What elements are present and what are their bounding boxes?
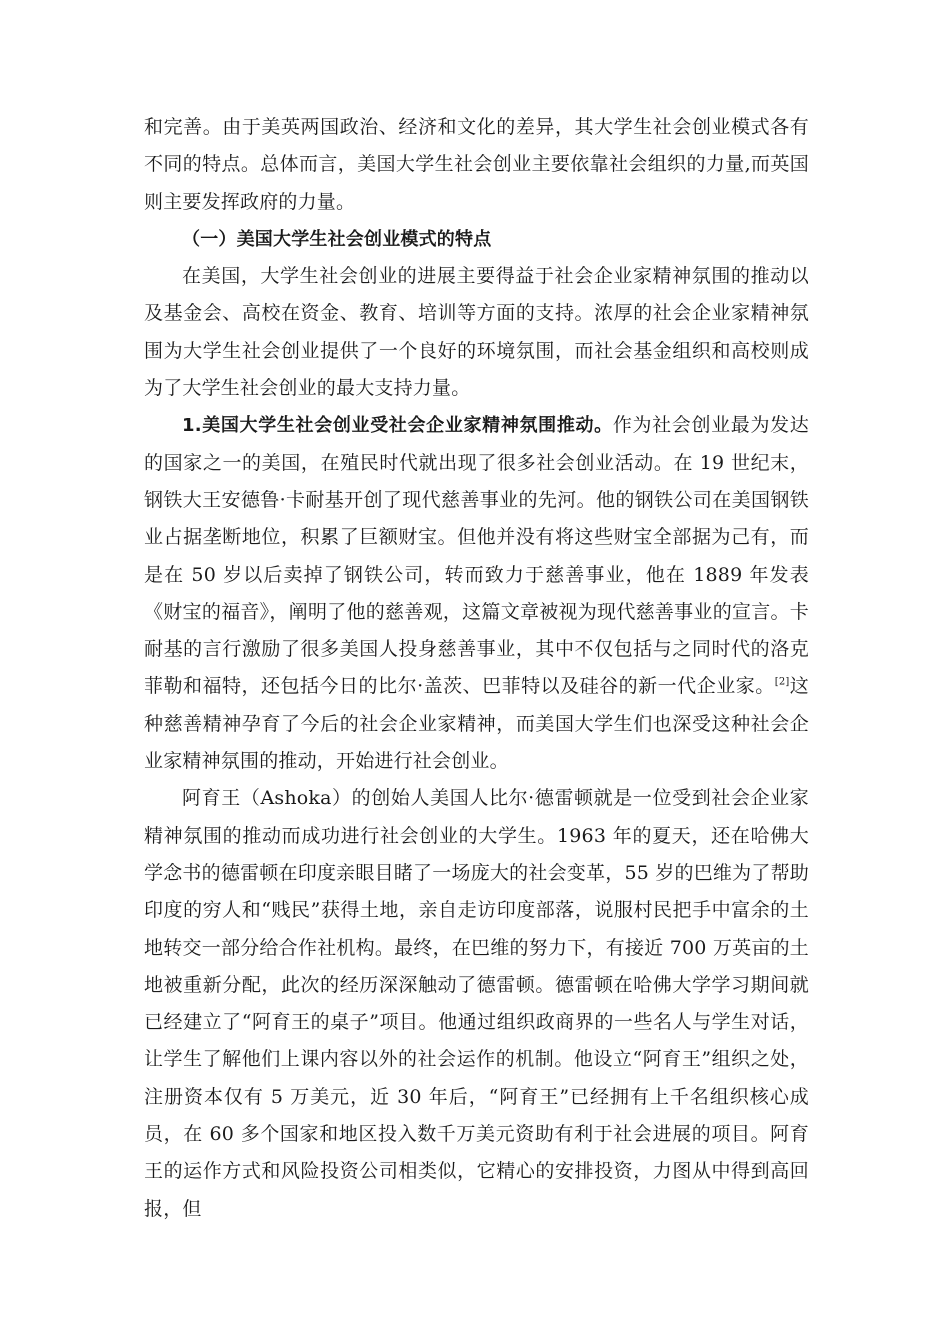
paragraph-1: 和完善。由于美英两国政治、经济和文化的差异，其大学生社会创业模式各有不同的特点。总体而言，美国大学生社会创业主要依靠社会组织的力量,而英国则主要发挥政府的力量。 <box>144 116 809 213</box>
document-body <box>144 109 809 1228</box>
paragraph-4: 阿育王（Ashoka）的创始人美国人比尔·德雷顿就是一位受到社会企业家精神氛围的推动而成功进行社会创业的大学生。1963 年的夏天，还在哈佛大学念书的德雷顿在印度亲眼目睹了一场庞大的社会变革，55 岁的巴维为了帮助印度的穷人和“贱民”获得土地，亲自走访印度部落，说服村民把手中富余的土地转交一部分给合作社机构。最终，在巴维的努力下，有接近 700 万英亩的土地被重新分配，此次的经历深深触动了德雷顿。德雷顿在哈佛大学学习期间就已经建立了“阿育王的桌子”项目。他通过组织政商界的一些名人与学生对话，让学生了解他们上课内容以外的社会运作的机制。他设立“阿育王”组织之处，注册资本仅有 5 万美元，近 30 年后，“阿育王”已经拥有上千名组织核心成员，在 60 多个国家和地区投入数千万美元资助有利于社会进展的项目。阿育王的运作方式和风险投资公司相类似，它精心的安排投资，力图从中得到高回报，但 <box>144 787 809 1220</box>
citation-marker: [2] <box>774 677 790 689</box>
paragraph-3 <box>144 407 809 780</box>
paragraph-3-text-2: 这种慈善精神孕育了今后的社会企业家精神，而美国大学生们也深受这种社会企业家精神氛围的推动，开始进行社会创业。 <box>144 675 809 773</box>
paragraph-3-text: 作为社会创业最为发达的国家之一的美国，在殖民时代就出现了很多社会创业活动。在 19 世纪末，钢铁大王安德鲁·卡耐基开创了现代慈善事业的先河。他的钢铁公司在美国钢铁业占据垄断地位，积累了巨额财宝。但他并没有将这些财宝全部据为己有，而是在 50 岁以后卖掉了钢铁公司，转而致力于慈善事业，他在 1889 年发表《财宝的福音》，阐明了他的慈善观，这篇文章被视为现代慈善事业的宣言。卡耐基的言行激励了很多美国人投身慈善事业，其中不仅包括与之同时代的洛克菲勒和福特，还包括今日的比尔·盖茨、巴菲特以及硅谷的新一代企业家。 <box>144 414 809 698</box>
paragraph-2: 在美国，大学生社会创业的进展主要得益于社会企业家精神氛围的推动以及基金会、高校在资金、教育、培训等方面的支持。浓厚的社会企业家精神氛围为大学生社会创业提供了一个良好的环境氛围，而社会基金组织和高校则成为了大学生社会创业的最大支持力量。 <box>144 265 809 400</box>
section-heading: （一）美国大学生社会创业模式的特点 <box>182 228 492 250</box>
paragraph-3-lead: 1.美国大学生社会创业受社会企业家精神氛围推动。 <box>182 415 613 437</box>
